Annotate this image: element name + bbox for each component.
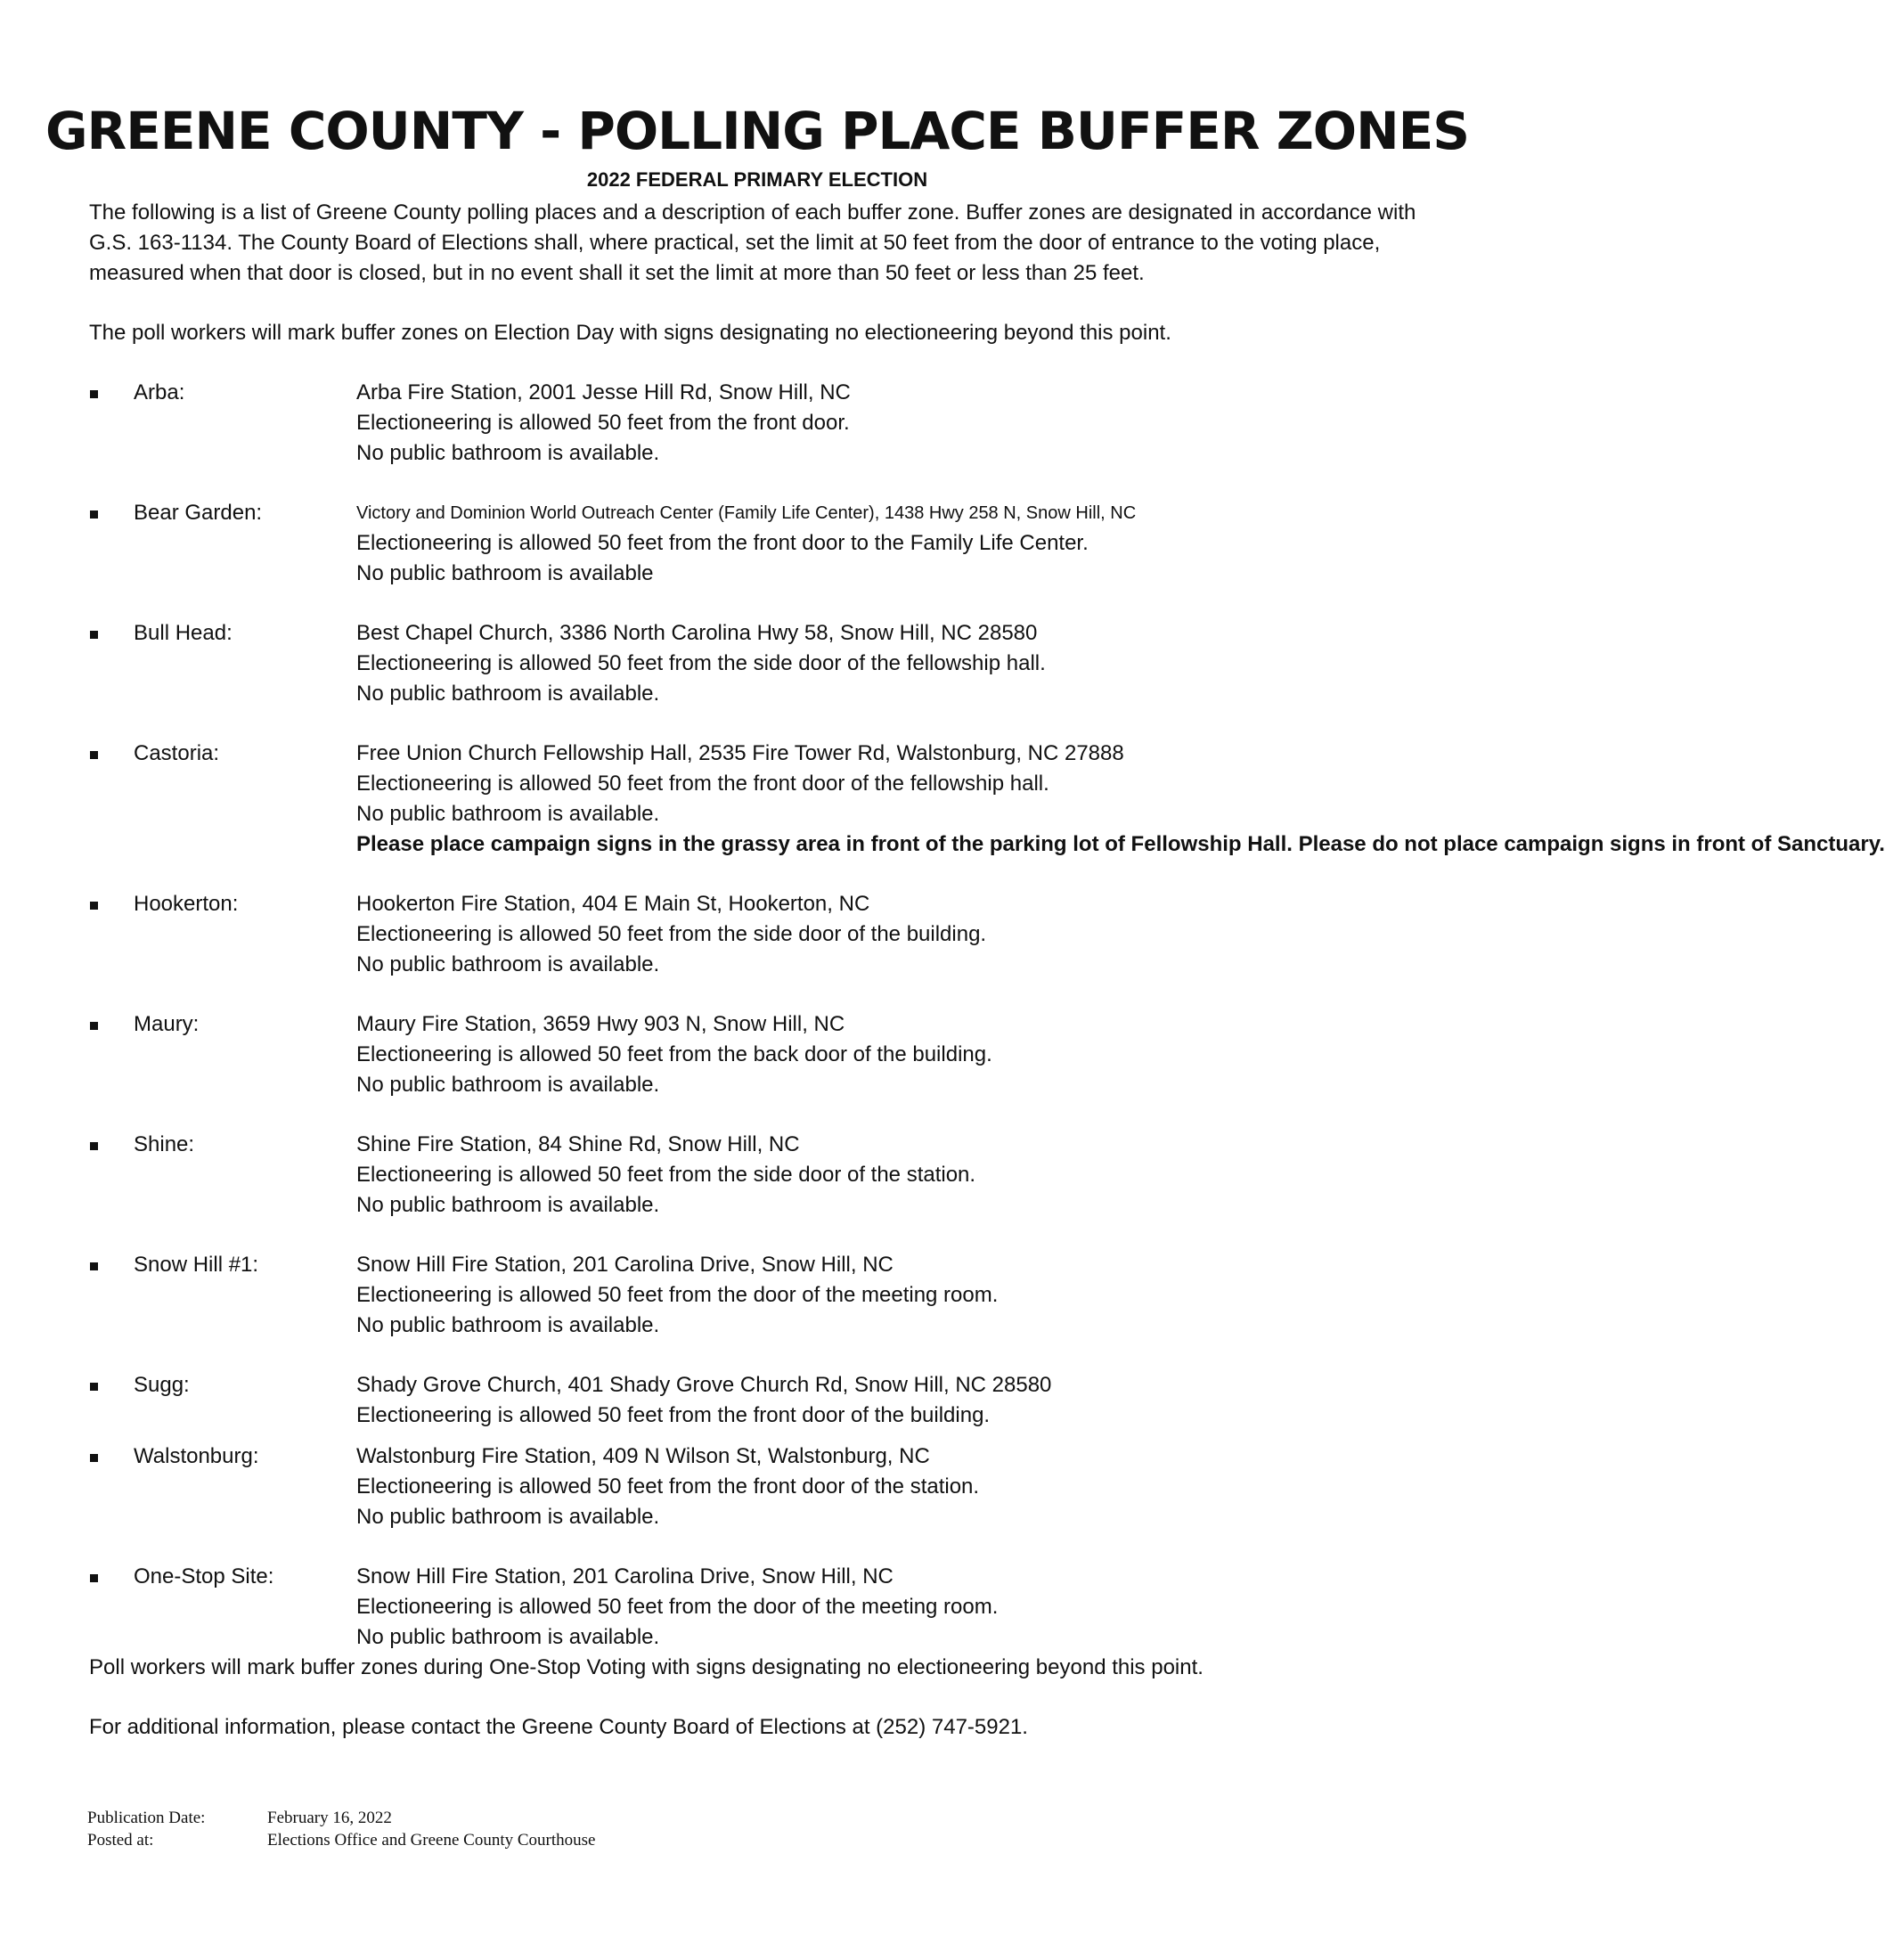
precinct-name: Castoria: [134, 741, 220, 765]
intro-paragraph: The following is a list of Greene County polling places and a description of each buffer zone. Buffer zones are designated in accordance with G.S. 163-1134. The County Board of Elections shall, where practical, set the limit at 50 feet from the door of entrance to the voting place, measured when that door is closed, but in no event shall it set the limit at more than 50 feet or less than 25 feet. [89, 200, 1416, 285]
precinct-details [356, 378, 1434, 469]
bullet-icon [90, 1574, 98, 1582]
precinct-rule: Electioneering is allowed 50 feet from the side door of the building. [356, 922, 987, 946]
precinct-address: Shady Grove Church, 401 Shady Grove Church Rd, Snow Hill, NC 28580 [356, 1373, 1052, 1397]
precinct-address: Snow Hill Fire Station, 201 Carolina Drive, Snow Hill, NC [356, 1253, 894, 1277]
precinct-rule: Electioneering is allowed 50 feet from the front door of the station. [356, 1474, 980, 1499]
bullet-icon [90, 1022, 98, 1030]
bullet-icon [90, 902, 98, 910]
precinct-name: One-Stop Site: [134, 1564, 274, 1588]
page-title: GREENE COUNTY - POLLING PLACE BUFFER ZONES [45, 101, 1470, 161]
precinct-details [356, 498, 1434, 589]
precinct-bathroom: No public bathroom is available. [356, 1073, 660, 1097]
precinct-bathroom: No public bathroom is available. [356, 952, 660, 976]
precinct-address: Victory and Dominion World Outreach Center (Family Life Center), 1438 Hwy 258 N, Snow Hill, NC [356, 503, 1137, 523]
precinct-details [356, 1441, 1434, 1532]
precinct-bathroom: No public bathroom is available. [356, 1193, 660, 1217]
precinct-details [356, 739, 1885, 860]
bullet-icon [90, 1262, 98, 1270]
precinct-name: Bull Head: [134, 621, 233, 645]
precinct-name: Walstonburg: [134, 1444, 259, 1468]
precinct-details [356, 1130, 1434, 1221]
election-day-note: The poll workers will mark buffer zones on Election Day with signs designating no electioneering beyond this point. [89, 321, 1171, 345]
precinct-bathroom: No public bathroom is available. [356, 1505, 660, 1529]
precinct-name: Sugg: [134, 1373, 190, 1397]
precinct-rule: Electioneering is allowed 50 feet from the front door of the fellowship hall. [356, 772, 1049, 796]
precinct-address: Shine Fire Station, 84 Shine Rd, Snow Hill, NC [356, 1132, 800, 1156]
campaign-sign-notice: Please place campaign signs in the grassy area in front of the parking lot of Fellowship Hall. Please do not place campaign signs in front of Sanctuary. [356, 832, 1885, 856]
precinct-bathroom-and-notice [356, 799, 1885, 860]
precinct-rule: Electioneering is allowed 50 feet from the door of the meeting room. [356, 1283, 999, 1307]
bullet-icon [90, 751, 98, 759]
precinct-name: Arba: [134, 380, 185, 404]
precinct-address: Free Union Church Fellowship Hall, 2535 Fire Tower Rd, Walstonburg, NC 27888 [356, 741, 1124, 765]
bullet-icon [90, 1454, 98, 1462]
precinct-details [356, 1370, 1434, 1431]
bullet-icon [90, 1383, 98, 1391]
bullet-icon [90, 631, 98, 639]
precinct-rule: Electioneering is allowed 50 feet from the front door to the Family Life Center. [356, 531, 1089, 555]
precinct-bathroom: No public bathroom is available. [356, 441, 660, 465]
precinct-details [356, 889, 1434, 980]
precinct-name: Bear Garden: [134, 501, 263, 525]
precinct-rule: Electioneering is allowed 50 feet from the side door of the station. [356, 1163, 976, 1187]
precinct-address: Maury Fire Station, 3659 Hwy 903 N, Snow Hill, NC [356, 1012, 845, 1036]
precinct-address: Walstonburg Fire Station, 409 N Wilson St, Walstonburg, NC [356, 1444, 930, 1468]
bullet-icon [90, 390, 98, 398]
precinct-rule: Electioneering is allowed 50 feet from the side door of the fellowship hall. [356, 651, 1046, 675]
page-subtitle: 2022 FEDERAL PRIMARY ELECTION [586, 168, 928, 191]
publication-date-label: Publication Date: [87, 1809, 206, 1827]
precinct-rule: Electioneering is allowed 50 feet from the door of the meeting room. [356, 1595, 999, 1619]
precinct-name: Hookerton: [134, 892, 239, 916]
precinct-bathroom: No public bathroom is available [356, 561, 654, 585]
precinct-details [356, 1562, 1434, 1653]
precinct-bathroom: No public bathroom is available. [356, 1313, 660, 1337]
one-stop-note: Poll workers will mark buffer zones during One-Stop Voting with signs designating no electioneering beyond this point. [89, 1655, 1204, 1679]
precinct-name: Maury: [134, 1012, 200, 1036]
precinct-rule: Electioneering is allowed 50 feet from the back door of the building. [356, 1042, 992, 1066]
posted-at-value: Elections Office and Greene County Courthouse [267, 1831, 596, 1850]
precinct-rule: Electioneering is allowed 50 feet from the front door of the building. [356, 1403, 991, 1427]
precinct-name: Shine: [134, 1132, 195, 1156]
precinct-details [356, 1009, 1434, 1100]
publication-date-value: February 16, 2022 [267, 1809, 392, 1827]
precinct-bathroom: No public bathroom is available. [356, 682, 660, 706]
precinct-name: Snow Hill #1: [134, 1253, 259, 1277]
precinct-address: Best Chapel Church, 3386 North Carolina Hwy 58, Snow Hill, NC 28580 [356, 621, 1038, 645]
posted-at-label: Posted at: [87, 1831, 154, 1850]
bullet-icon [90, 1142, 98, 1150]
precinct-details [356, 618, 1434, 709]
contact-info: For additional information, please contact the Greene County Board of Elections at (252) 747-5921. [89, 1715, 1028, 1739]
precinct-address: Hookerton Fire Station, 404 E Main St, Hookerton, NC [356, 892, 870, 916]
precinct-address: Snow Hill Fire Station, 201 Carolina Drive, Snow Hill, NC [356, 1564, 894, 1588]
precinct-details [356, 1250, 1434, 1341]
precinct-address: Arba Fire Station, 2001 Jesse Hill Rd, Snow Hill, NC [356, 380, 851, 404]
precinct-bathroom: No public bathroom is available. [356, 802, 660, 826]
precinct-bathroom: No public bathroom is available. [356, 1625, 660, 1649]
bullet-icon [90, 510, 98, 519]
precinct-rule: Electioneering is allowed 50 feet from the front door. [356, 411, 850, 435]
